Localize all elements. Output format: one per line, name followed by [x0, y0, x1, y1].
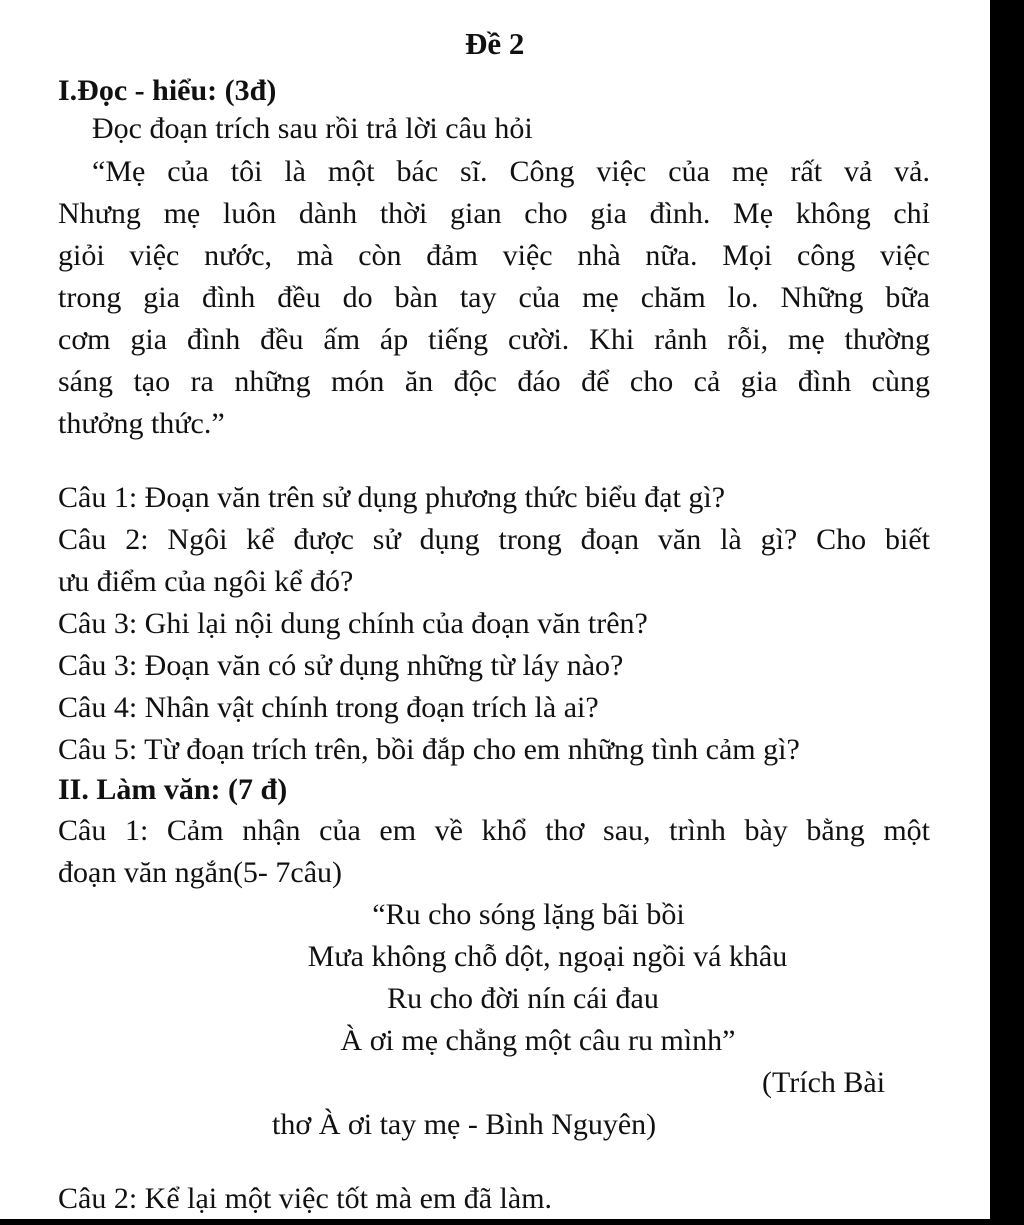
poem-source: (Trích Bài: [762, 1066, 886, 1099]
question-2-continued: ưu điểm của ngôi kể đó?: [58, 565, 354, 598]
poem-line: “Ru cho sóng lặng bãi bồi: [372, 898, 685, 931]
passage-line: Nhưng mẹ luôn dành thời gian cho gia đình. Mẹ không chỉ: [58, 197, 930, 230]
scan-border-bottom: [0, 1219, 1024, 1225]
question-3: Câu 3: Ghi lại nội dung chính của đoạn văn trên?: [58, 607, 648, 640]
page-title: Đề 2: [465, 26, 525, 61]
question-5: Câu 5: Từ đoạn trích trên, bồi đắp cho em những tình cảm gì?: [58, 733, 800, 766]
question-4: Câu 4: Nhân vật chính trong đoạn trích là ai?: [58, 691, 599, 724]
reading-instruction: Đọc đoạn trích sau rồi trả lời câu hỏi: [92, 112, 533, 145]
question-3b: Câu 3: Đoạn văn có sử dụng những từ láy nào?: [58, 649, 624, 682]
question-1: Câu 1: Đoạn văn trên sử dụng phương thức biểu đạt gì?: [58, 481, 726, 514]
scan-border-right: [990, 0, 1024, 1225]
passage-line: sáng tạo ra những món ăn độc đáo để cho cả gia đình cùng: [58, 365, 930, 398]
essay-question-1-continued: đoạn văn ngắn(5- 7câu): [58, 856, 343, 889]
section-2-heading: II. Làm văn: (7 đ): [58, 773, 288, 806]
poem-source-continued: thơ À ơi tay mẹ - Bình Nguyên): [272, 1108, 657, 1141]
poem-line: À ơi mẹ chẳng một câu ru mình”: [340, 1024, 736, 1057]
poem-line: Mưa không chỗ dột, ngoại ngồi vá khâu: [307, 940, 788, 973]
essay-question-2: Câu 2: Kể lại một việc tốt mà em đã làm.: [58, 1182, 553, 1215]
passage-line: giỏi việc nước, mà còn đảm việc nhà nữa. Mọi công việc: [58, 239, 930, 272]
question-2: Câu 2: Ngôi kể được sử dụng trong đoạn văn là gì? Cho biết: [58, 523, 930, 556]
passage-line: trong gia đình đều do bàn tay của mẹ chăm lo. Những bữa: [58, 281, 930, 314]
essay-question-1: Câu 1: Cảm nhận của em về khổ thơ sau, trình bày bằng một: [58, 814, 930, 847]
passage-line: cơm gia đình đều ấm áp tiếng cười. Khi rảnh rỗi, mẹ thường: [58, 323, 930, 356]
passage-line: thưởng thức.”: [58, 407, 225, 440]
passage-line: “Mẹ của tôi là một bác sĩ. Công việc của mẹ rất vả vả.: [92, 155, 930, 188]
poem-line: Ru cho đời nín cái đau: [387, 982, 659, 1015]
section-1-heading: I.Đọc - hiểu: (3đ): [58, 74, 277, 107]
